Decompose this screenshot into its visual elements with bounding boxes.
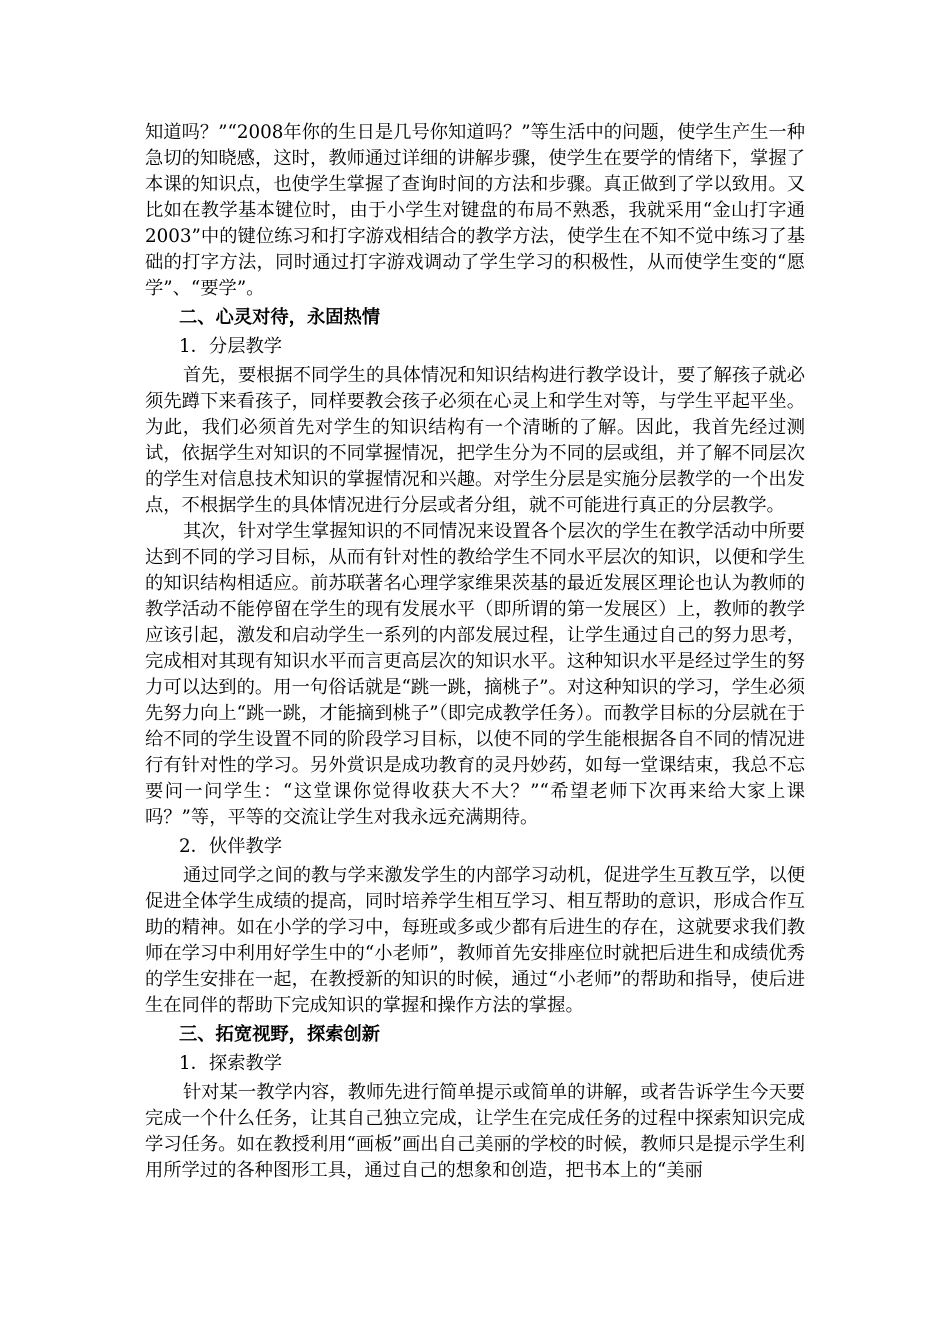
- document-page: [145, 120, 805, 1184]
- explore-paragraph: 针对某一教学内容，教师先进行简单提示或简单的讲解，或者告诉学生今天要完成一个什么任务，让其自己独立完成，让学生在完成任务的过程中探索知识完成学习任务。如在教授利用“画板”画出自己美丽的学校的时候，教师只是提示学生利用所学过的各种图形工具，通过自己的想象和创造，把书本上的“美丽: [145, 1082, 805, 1181]
- section-heading-2: 二、心灵对待，永固热情: [179, 307, 381, 328]
- layered-paragraph-1: 首先，要根据不同学生的具体情况和知识结构进行教学设计，要了解孩子就必须先蹲下来看孩子，同样要教会孩子必须在心灵上和学生对等，与学生平起平坐。为此，我们必须首先对学生的知识结构有一个清晰的了解。因此，我首先经过测试，依据学生对知识的不同掌握情况，把学生分为不同的层或组，并了解不同层次的学生对信息技术知识的掌握情况和兴趣。对学生分层是实施分层教学的一个出发点，不根据学生的具体情况进行分层或者分组，就不可能进行真正的分层教学。: [145, 365, 805, 516]
- layered-paragraph-2: 其次，针对学生掌握知识的不同情况来设置各个层次的学生在教学活动中所要达到不同的学习目标，从而有针对性的教给学生不同水平层次的知识，以便和学生的知识结构相适应。前苏联著名心理学家维果茨基的最近发展区理论也认为教师的教学活动不能停留在学生的现有发展水平（即所谓的第一发展区）上，教师的教学应该引起，激发和启动学生一系列的内部发展过程，让学生通过自己的努力思考，完成相对其现有知识水平而言更高层次的知识水平。这种知识水平是经过学生的努力可以达到的。用一句俗话就是“跳一跳，摘桃子”。对这种知识的学习，学生必须先努力向上“跳一跳，才能摘到桃子”（即完成教学任务）。而教学目标的分层就在于给不同的学生设置不同的阶段学习目标，以使不同的学生能根据各自不同的情况进行有针对性的学习。另外赏识是成功教育的灵丹妙药，如每一堂课结束，我总不忘要问一问学生：“这堂课你觉得收获大不大？”“希望老师下次再来给大家上课吗？”等，平等的交流让学生对我永远充满期待。: [145, 521, 805, 828]
- subsection-heading-explore: 1．探索教学: [179, 1053, 283, 1074]
- section-heading-3: 三、拓宽视野，探索创新: [179, 1024, 381, 1045]
- partner-paragraph: 通过同学之间的教与学来激发学生的内部学习动机，促进学生互教互学，以便促进全体学生成绩的提高，同时培养学生相互学习、相互帮助的意识，形成合作互助的精神。如在小学的学习中，每班或多或少都有后进生的存在，这就要求我们教师在学习中利用好学生中的“小老师”，教师首先安排座位时就把后进生和成绩优秀的学生安排在一起，在教授新的知识的时候，通过“小老师”的帮助和指导，使后进生在同伴的帮助下完成知识的掌握和操作方法的掌握。: [145, 865, 805, 1016]
- intro-paragraph: 知道吗？”“2008年你的生日是几号你知道吗？”等生活中的问题，使学生产生一种急切的知晓感，这时，教师通过详细的讲解步骤，使学生在要学的情绪下，掌握了本课的知识点，也使学生掌握了查询时间的方法和步骤。真正做到了学以致用。又比如在教学基本键位时，由于小学生对键盘的布局不熟悉，我就采用“金山打字通2003”中的键位练习和打字游戏相结合的教学方法，使学生在不知不觉中练习了基础的打字方法，同时通过打字游戏调动了学生学习的积极性，从而使学生变的“愿学”、“要学”。: [145, 122, 805, 299]
- subsection-heading-partner: 2．伙伴教学: [179, 836, 283, 857]
- subsection-heading-layered: 1．分层教学: [179, 336, 283, 357]
